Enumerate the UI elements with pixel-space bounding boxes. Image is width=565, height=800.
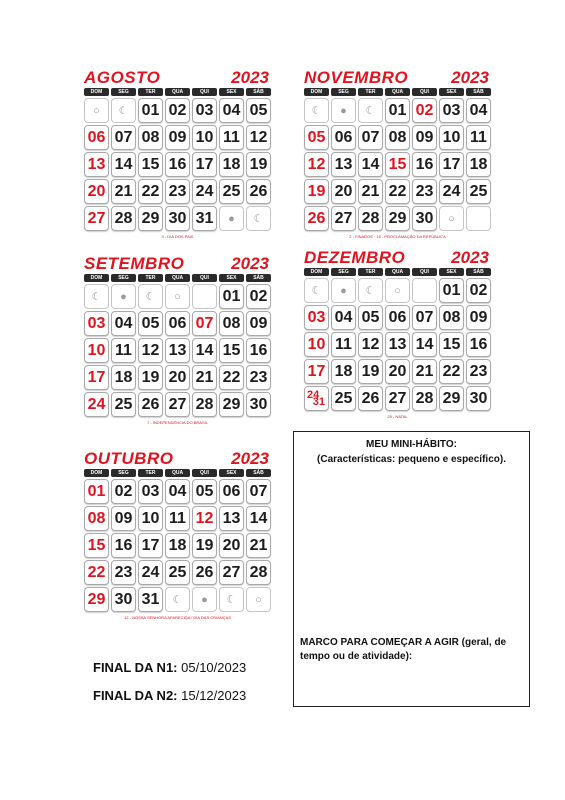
day-cell: 10: [84, 338, 109, 363]
day-cell: 17: [84, 365, 109, 390]
day-cell: 12: [192, 506, 217, 531]
day-cell: 31: [138, 587, 163, 612]
weekday-label: SÁB: [246, 469, 271, 477]
weekday-label: TER: [138, 274, 163, 282]
day-cell: 09: [111, 506, 136, 531]
day-cell: 24: [192, 179, 217, 204]
moon-new-icon: ●: [219, 206, 244, 231]
day-cell: 17: [138, 533, 163, 558]
day-cell: 23: [466, 359, 491, 384]
weekday-label: DOM: [304, 268, 329, 276]
day-number: 31: [312, 396, 325, 408]
day-cell: 18: [466, 152, 491, 177]
holiday-footnote: 2 - FINADOS · 15 - PROCLAMAÇÃO DA REPÚBLICA: [349, 234, 446, 239]
deadline-n1: [93, 660, 246, 675]
day-cell: 01: [385, 98, 410, 123]
day-cell: 27: [385, 386, 410, 411]
day-cell: 07: [246, 479, 271, 504]
day-cell: 11: [219, 125, 244, 150]
empty-cell: [192, 284, 217, 309]
day-cell: 09: [412, 125, 437, 150]
deadline-n1-label: FINAL DA N1:: [93, 660, 178, 675]
day-cell: 23: [111, 560, 136, 585]
day-cell: 19: [138, 365, 163, 390]
deadline-n1-value: 05/10/2023: [181, 660, 247, 675]
weekday-label: SEX: [219, 88, 244, 96]
weekday-row: [84, 274, 271, 282]
day-cell: 27: [84, 206, 109, 231]
day-cell: 10: [138, 506, 163, 531]
weekday-row: [84, 88, 271, 96]
day-cell: 12: [138, 338, 163, 363]
weekday-label: QUI: [412, 88, 437, 96]
weekday-label: SEX: [439, 88, 464, 96]
day-cell: 25: [165, 560, 190, 585]
day-cell: 18: [219, 152, 244, 177]
day-cell: 28: [192, 392, 217, 417]
year-label: 2023: [231, 254, 269, 273]
day-cell: 14: [412, 332, 437, 357]
day-cell: 28: [246, 560, 271, 585]
day-grid: [84, 479, 271, 612]
day-cell: 01: [439, 278, 464, 303]
weekday-label: SÁB: [246, 274, 271, 282]
calendar-header: [304, 248, 491, 267]
deadline-n2-value: 15/12/2023: [181, 688, 247, 703]
moon-crescent-icon: ☾: [246, 206, 271, 231]
day-cell: 06: [165, 311, 190, 336]
day-cell: 04: [331, 305, 356, 330]
weekday-label: QUI: [412, 268, 437, 276]
day-cell: 30: [165, 206, 190, 231]
day-cell: 11: [165, 506, 190, 531]
day-cell: 11: [111, 338, 136, 363]
day-cell: 24: [439, 179, 464, 204]
day-cell: 05: [358, 305, 383, 330]
moon-crescent-icon: ☾: [138, 284, 163, 309]
day-cell: 22: [84, 560, 109, 585]
day-cell: 04: [165, 479, 190, 504]
day-cell: 29: [439, 386, 464, 411]
day-cell: 18: [165, 533, 190, 558]
day-cell: 09: [246, 311, 271, 336]
day-cell: 08: [84, 506, 109, 531]
day-cell: 01: [138, 98, 163, 123]
weekday-label: QUI: [192, 88, 217, 96]
moon-crescent-icon: ☾: [219, 587, 244, 612]
day-cell: 12: [246, 125, 271, 150]
weekday-label: SEG: [111, 469, 136, 477]
moon-full-icon: ○: [439, 206, 464, 231]
day-cell: 24: [138, 560, 163, 585]
weekday-label: QUA: [165, 88, 190, 96]
day-cell: 18: [111, 365, 136, 390]
day-number: 24: [307, 389, 320, 401]
day-cell: 30: [246, 392, 271, 417]
weekday-label: QUA: [165, 274, 190, 282]
weekday-label: TER: [358, 88, 383, 96]
calendar-dezembro: [304, 248, 491, 419]
day-cell: 17: [304, 359, 329, 384]
day-cell: 20: [331, 179, 356, 204]
deadline-n2-label: FINAL DA N2:: [93, 688, 178, 703]
day-cell: 02: [412, 98, 437, 123]
day-cell: 18: [331, 359, 356, 384]
day-cell: 30: [412, 206, 437, 231]
day-cell: 12: [358, 332, 383, 357]
weekday-label: DOM: [84, 88, 109, 96]
empty-cell: [412, 278, 437, 303]
day-cell: 20: [219, 533, 244, 558]
day-cell: 15: [385, 152, 410, 177]
weekday-label: SEX: [439, 268, 464, 276]
moon-crescent-icon: ☾: [304, 278, 329, 303]
day-cell: 30: [466, 386, 491, 411]
weekday-label: TER: [138, 469, 163, 477]
day-grid: [304, 278, 491, 411]
day-cell: 26: [138, 392, 163, 417]
weekday-label: SÁB: [466, 268, 491, 276]
weekday-label: DOM: [84, 469, 109, 477]
day-cell: 22: [138, 179, 163, 204]
day-cell: 05: [304, 125, 329, 150]
year-label: 2023: [451, 68, 489, 87]
weekday-label: SÁB: [246, 88, 271, 96]
day-cell: 17: [192, 152, 217, 177]
day-cell: 21: [412, 359, 437, 384]
moon-crescent-icon: ☾: [358, 98, 383, 123]
day-cell: 03: [138, 479, 163, 504]
month-name: AGOSTO: [84, 68, 161, 87]
day-cell: 13: [84, 152, 109, 177]
day-cell: 26: [246, 179, 271, 204]
month-name: OUTUBRO: [84, 449, 174, 468]
holiday-footnote: 7 - INDEPENDÊNCIA DO BRASIL: [147, 420, 208, 425]
year-label: 2023: [451, 248, 489, 267]
weekday-label: SEX: [219, 274, 244, 282]
day-cell: 19: [192, 533, 217, 558]
day-cell: 11: [466, 125, 491, 150]
year-label: 2023: [231, 449, 269, 468]
day-cell: 10: [304, 332, 329, 357]
moon-new-icon: ●: [331, 98, 356, 123]
calendar-header: [304, 68, 491, 87]
day-cell: 22: [219, 365, 244, 390]
day-cell: 19: [304, 179, 329, 204]
year-label: 2023: [231, 68, 269, 87]
day-cell: 14: [358, 152, 383, 177]
day-cell: 16: [165, 152, 190, 177]
day-cell: 02: [165, 98, 190, 123]
day-cell: 26: [192, 560, 217, 585]
day-cell: 15: [138, 152, 163, 177]
day-cell: 08: [439, 305, 464, 330]
day-cell: 03: [84, 311, 109, 336]
day-cell: 19: [246, 152, 271, 177]
day-cell: 29: [385, 206, 410, 231]
deadline-n2: [93, 688, 246, 703]
day-cell: 03: [304, 305, 329, 330]
day-cell: 04: [111, 311, 136, 336]
weekday-label: DOM: [304, 88, 329, 96]
day-cell: 24: [84, 392, 109, 417]
weekday-row: [304, 88, 491, 96]
day-cell: 14: [246, 506, 271, 531]
day-cell: 13: [385, 332, 410, 357]
mini-habit-subtitle: (Características: pequeno e específico).: [317, 454, 506, 465]
calendar-header: [84, 449, 271, 468]
day-cell: 21: [192, 365, 217, 390]
day-cell-split: [304, 386, 329, 411]
day-cell: 15: [219, 338, 244, 363]
day-cell: 14: [192, 338, 217, 363]
weekday-label: QUA: [385, 88, 410, 96]
day-cell: 06: [84, 125, 109, 150]
day-cell: 28: [111, 206, 136, 231]
day-cell: 17: [439, 152, 464, 177]
day-cell: 23: [165, 179, 190, 204]
moon-crescent-icon: ☾: [84, 284, 109, 309]
weekday-label: QUA: [165, 469, 190, 477]
day-cell: 16: [111, 533, 136, 558]
day-cell: 29: [219, 392, 244, 417]
day-cell: 10: [439, 125, 464, 150]
day-cell: 02: [246, 284, 271, 309]
month-name: DEZEMBRO: [304, 248, 406, 267]
day-cell: 01: [219, 284, 244, 309]
month-name: NOVEMBRO: [304, 68, 409, 87]
day-cell: 20: [84, 179, 109, 204]
day-cell: 26: [358, 386, 383, 411]
weekday-label: SÁB: [466, 88, 491, 96]
calendar-setembro: [84, 254, 271, 425]
weekday-row: [304, 268, 491, 276]
day-cell: 09: [466, 305, 491, 330]
day-cell: 15: [84, 533, 109, 558]
moon-crescent-icon: ☾: [358, 278, 383, 303]
day-cell: 12: [304, 152, 329, 177]
day-cell: 04: [219, 98, 244, 123]
calendar-novembro: [304, 68, 491, 239]
moon-full-icon: ○: [165, 284, 190, 309]
mini-habit-title: MEU MINI-HÁBITO:: [366, 439, 457, 450]
day-cell: 06: [385, 305, 410, 330]
day-cell: 27: [331, 206, 356, 231]
day-cell: 23: [412, 179, 437, 204]
day-cell: 25: [466, 179, 491, 204]
weekday-label: QUA: [385, 268, 410, 276]
day-cell: 26: [304, 206, 329, 231]
day-cell: 07: [192, 311, 217, 336]
day-cell: 07: [358, 125, 383, 150]
day-cell: 22: [385, 179, 410, 204]
moon-new-icon: ●: [331, 278, 356, 303]
weekday-label: QUI: [192, 469, 217, 477]
day-cell: 16: [412, 152, 437, 177]
weekday-label: SEG: [111, 274, 136, 282]
day-cell: 06: [331, 125, 356, 150]
weekday-label: SEG: [111, 88, 136, 96]
day-cell: 30: [111, 587, 136, 612]
day-cell: 14: [111, 152, 136, 177]
weekday-label: SEG: [331, 88, 356, 96]
day-cell: 03: [192, 98, 217, 123]
day-cell: 08: [385, 125, 410, 150]
day-cell: 25: [111, 392, 136, 417]
day-cell: 27: [165, 392, 190, 417]
day-cell: 21: [111, 179, 136, 204]
day-cell: 16: [246, 338, 271, 363]
day-cell: 28: [358, 206, 383, 231]
moon-crescent-icon: ☾: [111, 98, 136, 123]
weekday-label: SEG: [331, 268, 356, 276]
day-grid: [304, 98, 491, 231]
holiday-footnote: 3 - DIA DOS PAIS: [161, 234, 194, 239]
day-cell: 20: [385, 359, 410, 384]
weekday-label: QUI: [192, 274, 217, 282]
day-cell: 08: [219, 311, 244, 336]
day-cell: 19: [358, 359, 383, 384]
mini-habit-box: [293, 431, 530, 707]
moon-crescent-icon: ☾: [304, 98, 329, 123]
day-cell: 05: [138, 311, 163, 336]
calendar-header: [84, 254, 271, 273]
day-cell: 07: [111, 125, 136, 150]
moon-full-icon: ○: [385, 278, 410, 303]
day-cell: 22: [439, 359, 464, 384]
calendar-agosto: [84, 68, 271, 239]
calendar-outubro: [84, 449, 271, 620]
day-cell: 08: [138, 125, 163, 150]
moon-crescent-icon: ☾: [165, 587, 190, 612]
weekday-row: [84, 469, 271, 477]
day-cell: 09: [165, 125, 190, 150]
day-cell: 10: [192, 125, 217, 150]
day-cell: 05: [192, 479, 217, 504]
day-cell: 02: [111, 479, 136, 504]
weekday-label: TER: [358, 268, 383, 276]
day-cell: 15: [439, 332, 464, 357]
day-cell: 29: [84, 587, 109, 612]
day-cell: 05: [246, 98, 271, 123]
day-cell: 31: [192, 206, 217, 231]
day-grid: [84, 98, 271, 231]
day-cell: 11: [331, 332, 356, 357]
moon-new-icon: ●: [192, 587, 217, 612]
weekday-label: SEX: [219, 469, 244, 477]
day-cell: 21: [246, 533, 271, 558]
day-cell: 04: [466, 98, 491, 123]
holiday-footnote: 25 - NATAL: [387, 414, 408, 419]
day-cell: 25: [331, 386, 356, 411]
day-cell: 02: [466, 278, 491, 303]
day-cell: 21: [358, 179, 383, 204]
month-name: SETEMBRO: [84, 254, 185, 273]
day-cell: 20: [165, 365, 190, 390]
weekday-label: TER: [138, 88, 163, 96]
day-cell: 13: [219, 506, 244, 531]
day-cell: 23: [246, 365, 271, 390]
day-cell: 13: [331, 152, 356, 177]
day-cell: 27: [219, 560, 244, 585]
day-grid: [84, 284, 271, 417]
holiday-footnote: 12 - NOSSA SENHORA APARECIDA / DIA DAS CRIANÇAS: [124, 615, 231, 620]
day-cell: 13: [165, 338, 190, 363]
day-cell: 06: [219, 479, 244, 504]
empty-cell: [466, 206, 491, 231]
calendar-header: [84, 68, 271, 87]
day-cell: 28: [412, 386, 437, 411]
day-cell: 01: [84, 479, 109, 504]
day-cell: 16: [466, 332, 491, 357]
moon-full-icon: ○: [84, 98, 109, 123]
day-cell: 07: [412, 305, 437, 330]
day-cell: 25: [219, 179, 244, 204]
trigger-label: MARCO PARA COMEÇAR A AGIR (geral, de tempo ou de atividade):: [300, 637, 507, 662]
day-cell: 03: [439, 98, 464, 123]
day-cell: 29: [138, 206, 163, 231]
weekday-label: DOM: [84, 274, 109, 282]
moon-new-icon: ●: [111, 284, 136, 309]
moon-full-icon: ○: [246, 587, 271, 612]
